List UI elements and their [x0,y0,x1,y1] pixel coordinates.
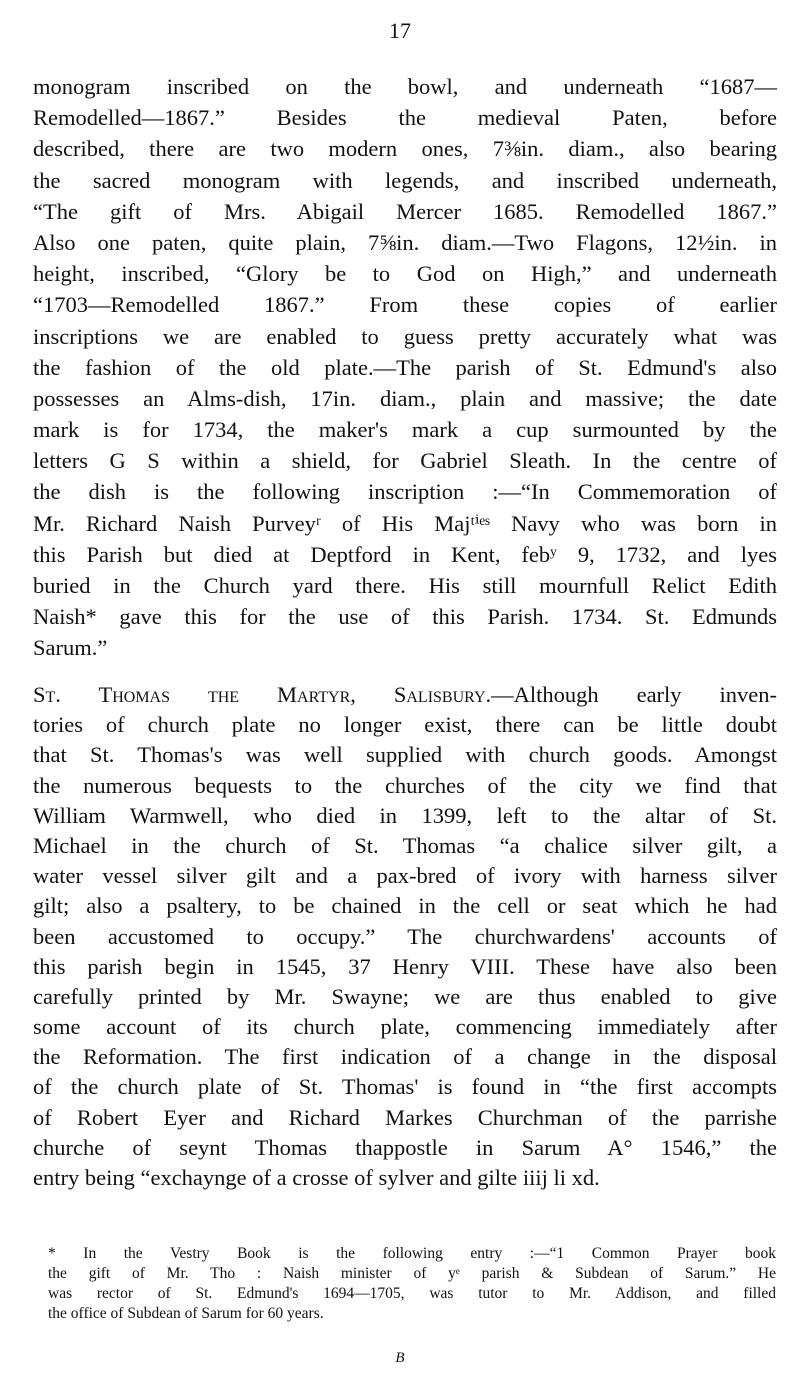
text-line: height, inscribed, “Glory be to God on High,” and underneath [33,261,777,287]
text-line: was rector of St. Edmund's 1694—1705, was tutor to Mr. Addison, and filled [48,1285,776,1302]
section-heading: St. Thomas the Martyr, Salisbury. [33,682,492,707]
text-line: been accustomed to occupy.” The churchwardens' accounts of [33,923,777,949]
text-line: Remodelled—1867.” Besides the medieval Paten, before [33,105,777,131]
text-line [33,680,777,710]
paragraph-st-edmund [33,71,777,664]
text-line: * In the Vestry Book is the following entry :—“1 Common Prayer book [48,1245,776,1262]
text-line: the office of Subdean of Sarum for 60 years. [48,1305,324,1322]
text-line: tories of church plate no longer exist, there can be little doubt [33,712,777,738]
text-line: the numerous bequests to the churches of the city we find that [33,772,777,798]
text-line: churche of seynt Thomas thappostle in Sarum A° 1546,” the [33,1134,777,1160]
text-line: water vessel silver gilt and a pax-bred of ivory with harness silver [33,863,777,889]
text-line-rest: —Although early inven- [491,682,777,707]
text-line: of Robert Eyer and Richard Markes Churchman of the parrishe [33,1104,777,1130]
text-line: possesses an Alms-dish, 17in. diam., plain and massive; the date [33,385,777,411]
text-line: the Reformation. The first indication of a change in the disposal [33,1044,777,1070]
text-line: Naish* gave this for the use of this Parish. 1734. St. Edmunds [33,604,777,630]
text-line: Mr. Richard Naish Purveyʳ of His Majᵗⁱᵉˢ Navy who was born in [33,510,777,536]
text-line: this parish begin in 1545, 37 Henry VIII. These have also been [33,953,777,979]
paragraph-st-thomas [33,680,777,1193]
text-line: monogram inscribed on the bowl, and underneath “1687— [33,74,777,99]
text-line: the dish is the following inscription :—“In Commemoration of [33,479,777,505]
text-line: “The gift of Mrs. Abigail Mercer 1685. Remodelled 1867.” [33,198,777,224]
text-line: this Parish but died at Deptford in Kent, febʸ 9, 1732, and lyes [33,541,777,567]
text-line: letters G S within a shield, for Gabriel Sleath. In the centre of [33,448,777,474]
text-line: some account of its church plate, commencing immediately after [33,1014,777,1040]
text-line: that St. Thomas's was well supplied with church goods. Amongst [33,742,777,768]
text-line: Also one paten, quite plain, 7⅝in. diam.—Two Flagons, 12½in. in [33,229,777,255]
text-line: carefully printed by Mr. Swayne; we are thus enabled to give [33,983,777,1009]
text-line: mark is for 1734, the maker's mark a cup surmounted by the [33,417,777,443]
text-line: William Warmwell, who died in 1399, left to the altar of St. [33,802,777,828]
text-line: “1703—Remodelled 1867.” From these copies of earlier [33,292,777,318]
text-line: inscriptions we are enabled to guess pretty accurately what was [33,323,777,349]
text-line: Michael in the church of St. Thomas “a chalice silver gilt, a [33,832,777,858]
text-line: buried in the Church yard there. His still mournfull Relict Edith [33,573,777,598]
text-line: described, there are two modern ones, 7⅜in. diam., also bearing [33,136,777,162]
text-line: of the church plate of St. Thomas' is found in “the first accompts [33,1074,777,1100]
page-number: 17 [389,18,411,43]
signature-mark: B [395,1350,405,1366]
text-line: gilt; also a psaltery, to be chained in the cell or seat which he had [33,893,777,919]
text-line: the sacred monogram with legends, and inscribed underneath, [33,167,777,193]
text-line: entry being “exchaynge of a crosse of sylver and gilte iiij li xd. [33,1165,600,1190]
text-line: Sarum.” [33,635,108,661]
text-line: the gift of Mr. Tho : Naish minister of yᵉ parish & Subdean of Sarum.” He [48,1265,776,1282]
footnote [48,1244,776,1324]
text-line: the fashion of the old plate.—The parish of St. Edmund's also [33,354,777,380]
